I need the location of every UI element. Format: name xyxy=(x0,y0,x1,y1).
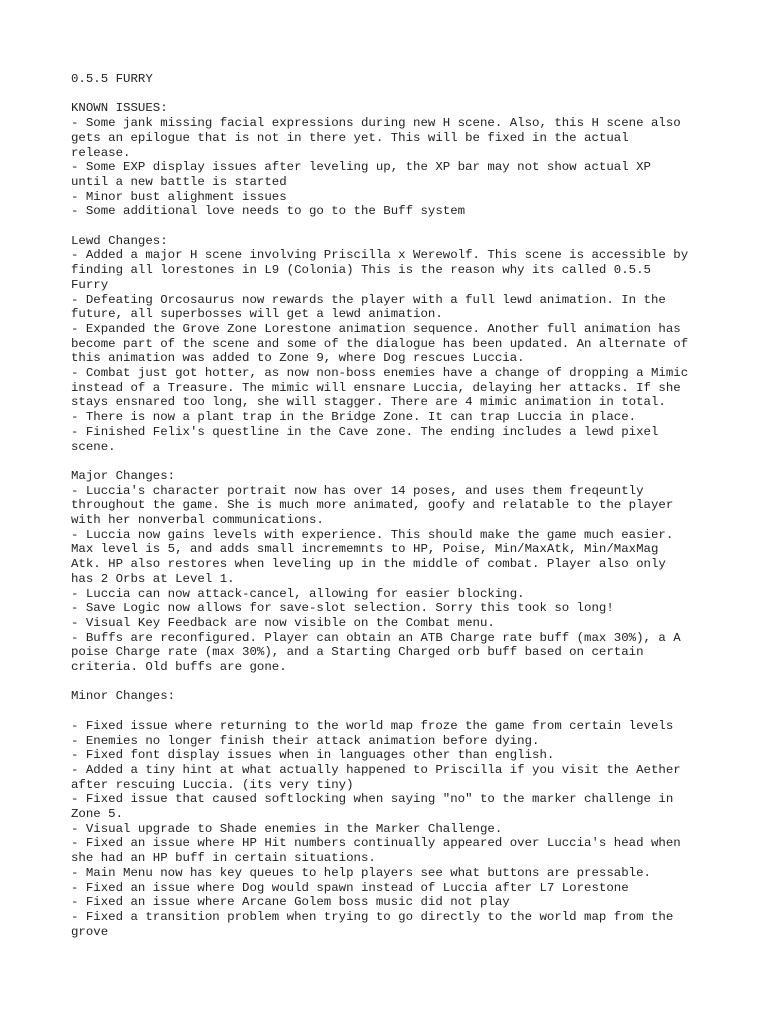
text-line: release. xyxy=(71,145,131,160)
text-line: - There is now a plant trap in the Bridge Zone. It can trap Luccia in place. xyxy=(71,410,637,425)
text-line xyxy=(71,704,708,719)
text-line: instead of a Treasure. The mimic will ensnare Luccia, delaying her attacks. If she xyxy=(71,380,681,395)
text-line: - Visual Key Feedback are now visible on the Combat menu. xyxy=(71,615,495,630)
text-line: - Defeating Orcosaurus now rewards the player with a full lewd animation. In the xyxy=(71,292,666,307)
text-line: has 2 Orbs at Level 1. xyxy=(71,571,235,586)
document-title: 0.5.5 FURRY xyxy=(71,72,153,86)
spacer xyxy=(71,87,708,102)
text-line: grove xyxy=(71,924,109,939)
section xyxy=(71,234,708,455)
text-line: Furry xyxy=(71,277,109,292)
text-line: - Fixed font display issues when in languages other than english. xyxy=(71,748,555,763)
text-line: after rescuing Luccia. (its very tiny) xyxy=(71,777,354,792)
text-line: criteria. Old buffs are gone. xyxy=(71,660,287,675)
text-line: - Enemies no longer finish their attack animation before dying. xyxy=(71,733,540,748)
text-line: - Fixed an issue where HP Hit numbers continually appeared over Luccia's head when xyxy=(71,836,681,851)
text-line: Atk. HP also restores when leveling up in the middle of combat. Player also only xyxy=(71,557,666,572)
text-line: - Visual upgrade to Shade enemies in the Marker Challenge. xyxy=(71,821,503,836)
text-line: - Luccia can now attack-cancel, allowing for easier blocking. xyxy=(71,586,525,601)
section xyxy=(71,101,708,219)
text-line: - Expanded the Grove Zone Lorestone animation sequence. Another full animation has xyxy=(71,321,681,336)
text-line: - Luccia now gains levels with experience. This should make the game much easier. xyxy=(71,527,674,542)
section-heading: KNOWN ISSUES: xyxy=(71,101,168,116)
text-line: - Combat just got hotter, as now non-boss enemies have a change of dropping a Mimic xyxy=(71,366,689,381)
section-heading: Minor Changes: xyxy=(71,689,176,704)
text-line: future, all superbosses will get a lewd animation. xyxy=(71,307,443,322)
spacer xyxy=(71,675,708,690)
text-line: - Fixed a transition problem when trying to go directly to the world map from the xyxy=(71,910,674,924)
text-line: gets an epilogue that is not in there yet. This will be fixed in the actual xyxy=(71,130,629,145)
section-heading: Lewd Changes: xyxy=(71,233,168,248)
text-line: poise Charge rate (max 30%), and a Starting Charged orb buff based on certain xyxy=(71,645,644,660)
spacer xyxy=(71,454,708,469)
text-line: stays ensnared too long, she will stagger. There are 4 mimic animation in total. xyxy=(71,395,666,410)
text-line: - Added a tiny hint at what actually happened to Priscilla if you visit the Aether xyxy=(71,762,681,777)
text-line: scene. xyxy=(71,439,116,454)
text-line: until a new battle is started xyxy=(71,174,287,189)
text-line: - Luccia's character portrait now has over 14 poses, and uses them freqeuntly xyxy=(71,483,644,498)
text-line: - Some EXP display issues after leveling up, the XP bar may not show actual XP xyxy=(71,160,651,175)
document-body xyxy=(71,101,708,939)
text-line: she had an HP buff in certain situations. xyxy=(71,851,376,866)
text-line: - Fixed issue that caused softlocking when saying "no" to the marker challenge in xyxy=(71,792,674,807)
text-line: - Main Menu now has key queues to help players see what buttons are pressable. xyxy=(71,865,651,880)
text-line: - Some additional love needs to go to the Buff system xyxy=(71,204,466,219)
text-line: Zone 5. xyxy=(71,807,124,822)
text-line: - Buffs are reconfigured. Player can obtain an ATB Charge rate buff (max 30%), a A xyxy=(71,630,681,645)
section xyxy=(71,469,708,675)
text-line: - Fixed an issue where Arcane Golem boss music did not play xyxy=(71,895,510,910)
text-line: this animation was added to Zone 9, where Dog rescues Luccia. xyxy=(71,351,525,366)
text-line: with her nonverbal communications. xyxy=(71,513,324,528)
section xyxy=(71,689,708,939)
text-line: finding all lorestones in L9 (Colonia) This is the reason why its called 0.5.5 xyxy=(71,263,651,278)
text-line: - Added a major H scene involving Priscilla x Werewolf. This scene is accessible by xyxy=(71,248,689,263)
text-line: - Some jank missing facial expressions during new H scene. Also, this H scene also xyxy=(71,116,681,131)
section-heading: Major Changes: xyxy=(71,468,176,483)
text-line: - Finished Felix's questline in the Cave zone. The ending includes a lewd pixel xyxy=(71,424,659,439)
text-line: Max level is 5, and adds small incrememnts to HP, Poise, Min/MaxAtk, Min/MaxMag xyxy=(71,542,659,557)
text-line: throughout the game. She is much more animated, goofy and relatable to the player xyxy=(71,498,674,513)
text-line: become part of the scene and some of the dialogue has been updated. An alternate of xyxy=(71,336,689,351)
text-line: - Fixed an issue where Dog would spawn instead of Luccia after L7 Lorestone xyxy=(71,880,629,895)
spacer xyxy=(71,219,708,234)
text-line: - Minor bust alighment issues xyxy=(71,189,287,204)
text-line: - Save Logic now allows for save-slot selection. Sorry this took so long! xyxy=(71,601,614,616)
text-line: - Fixed issue where returning to the world map froze the game from certain levels xyxy=(71,718,674,733)
